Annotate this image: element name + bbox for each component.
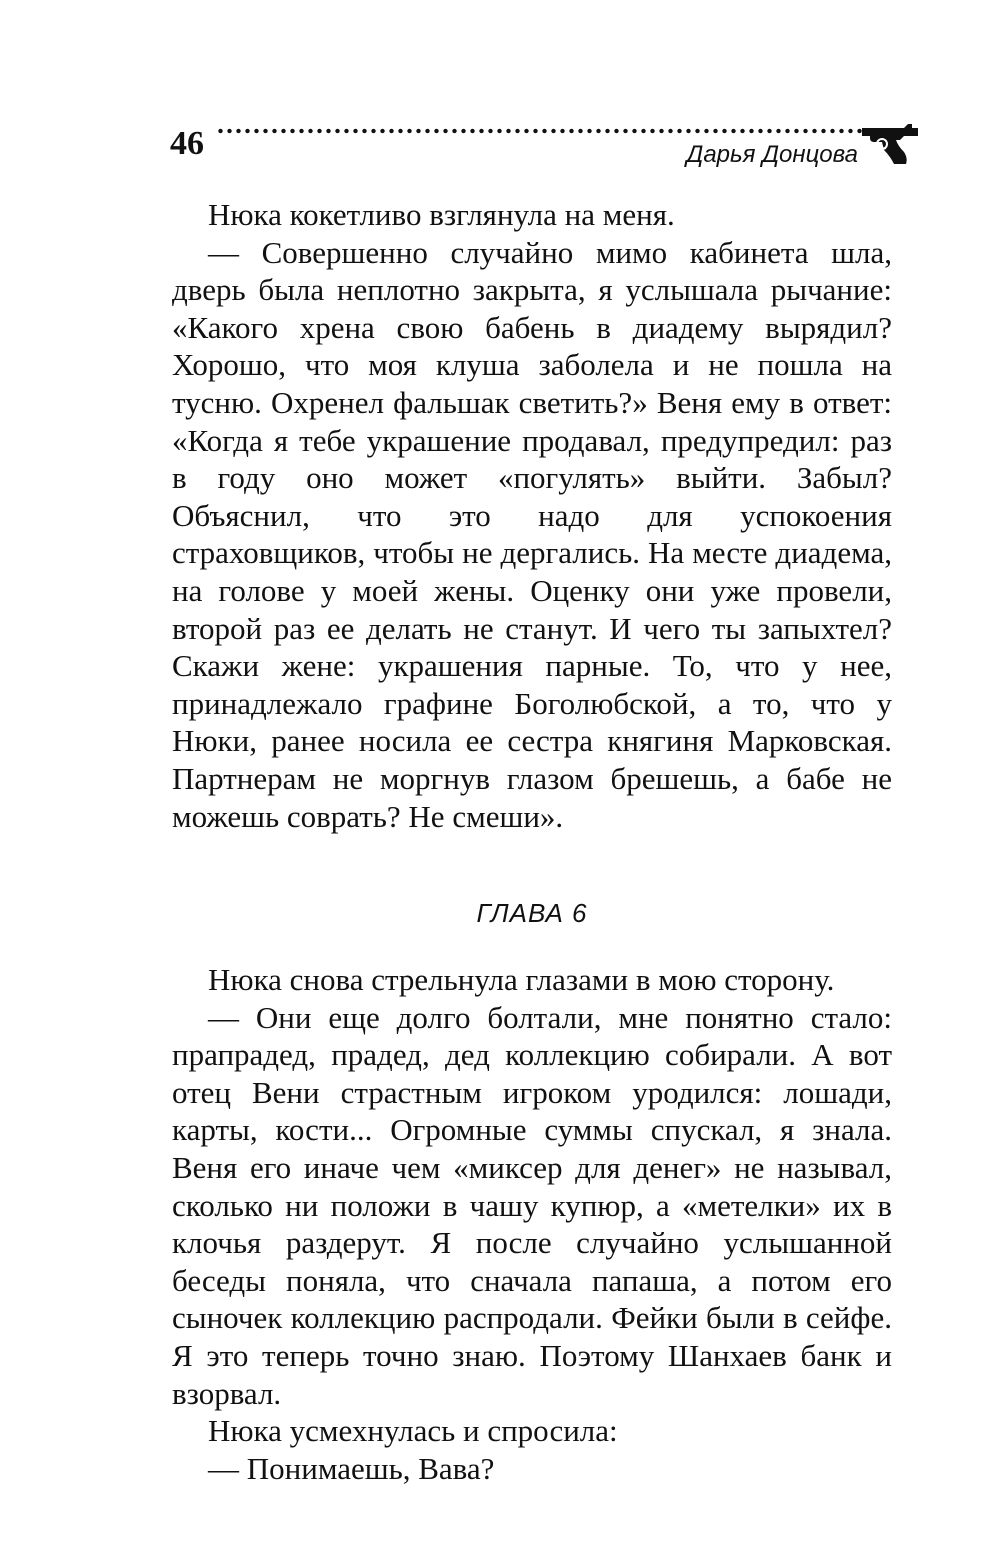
paragraph: Нюка снова стрельнула глазами в мою сторону. <box>208 962 835 998</box>
paragraph: — Они еще долго болтали, мне понятно стало: прапрадед, прадед, дед коллекцию собирали. А вот отец Вени страстным игроком уродился: лошади, карты, кости... Огромные суммы спускал, я знала. Веня его иначе чем «миксер для денег» не называл, сколько ни положи в чашу купюр, а «метелки» их в клочья раздерут. Я после случайно услышанной беседы поняла, что сначала папаша, а потом его сыночек коллекцию распродали. Фейки были в сейфе. Я это теперь точно знаю. Поэтому Шанхаев банк и взорвал. <box>172 999 892 1411</box>
paragraph: Нюка усмехнулась и спросила: <box>208 1413 618 1449</box>
paragraph: — Понимаешь, Вава? <box>208 1450 495 1486</box>
revolver-icon <box>860 122 922 166</box>
dotted-leader <box>216 128 864 134</box>
page-body <box>172 196 892 1487</box>
page-number: 46 <box>170 125 204 162</box>
author-name: Дарья Донцова <box>686 141 858 168</box>
running-header <box>170 118 920 178</box>
paragraph: — Совершенно случайно мимо кабинета шла, дверь была неплотно закрыта, я услышала рычание: «Какого хрена свою бабень в диадему вырядил? Хорошо, что моя клуша заболела и не пошла на тусню. Охренел фальшак светить?» Веня ему в ответ: «Когда я тебе украшение продавал, предупредил: раз в году оно может «погулять» выйти. Забыл? Объяснил, что это надо для успокоения страховщиков, чтобы не дергались. На месте диадема, на голове у моей жены. Оценку они уже провели, второй раз ее делать не станут. И чего ты запыхтел? Скажи жене: украшения парные. То, что у нее, принадлежало графине Боголюбской, а то, что у Нюки, ранее носила ее сестра княгиня Марковская. Партнерам не моргнув глазом брешешь, а бабе не можешь соврать? Не смеши». <box>172 234 892 834</box>
chapter-heading: ГЛАВА 6 <box>476 898 588 929</box>
paragraph: Нюка кокетливо взглянула на меня. <box>208 197 675 232</box>
